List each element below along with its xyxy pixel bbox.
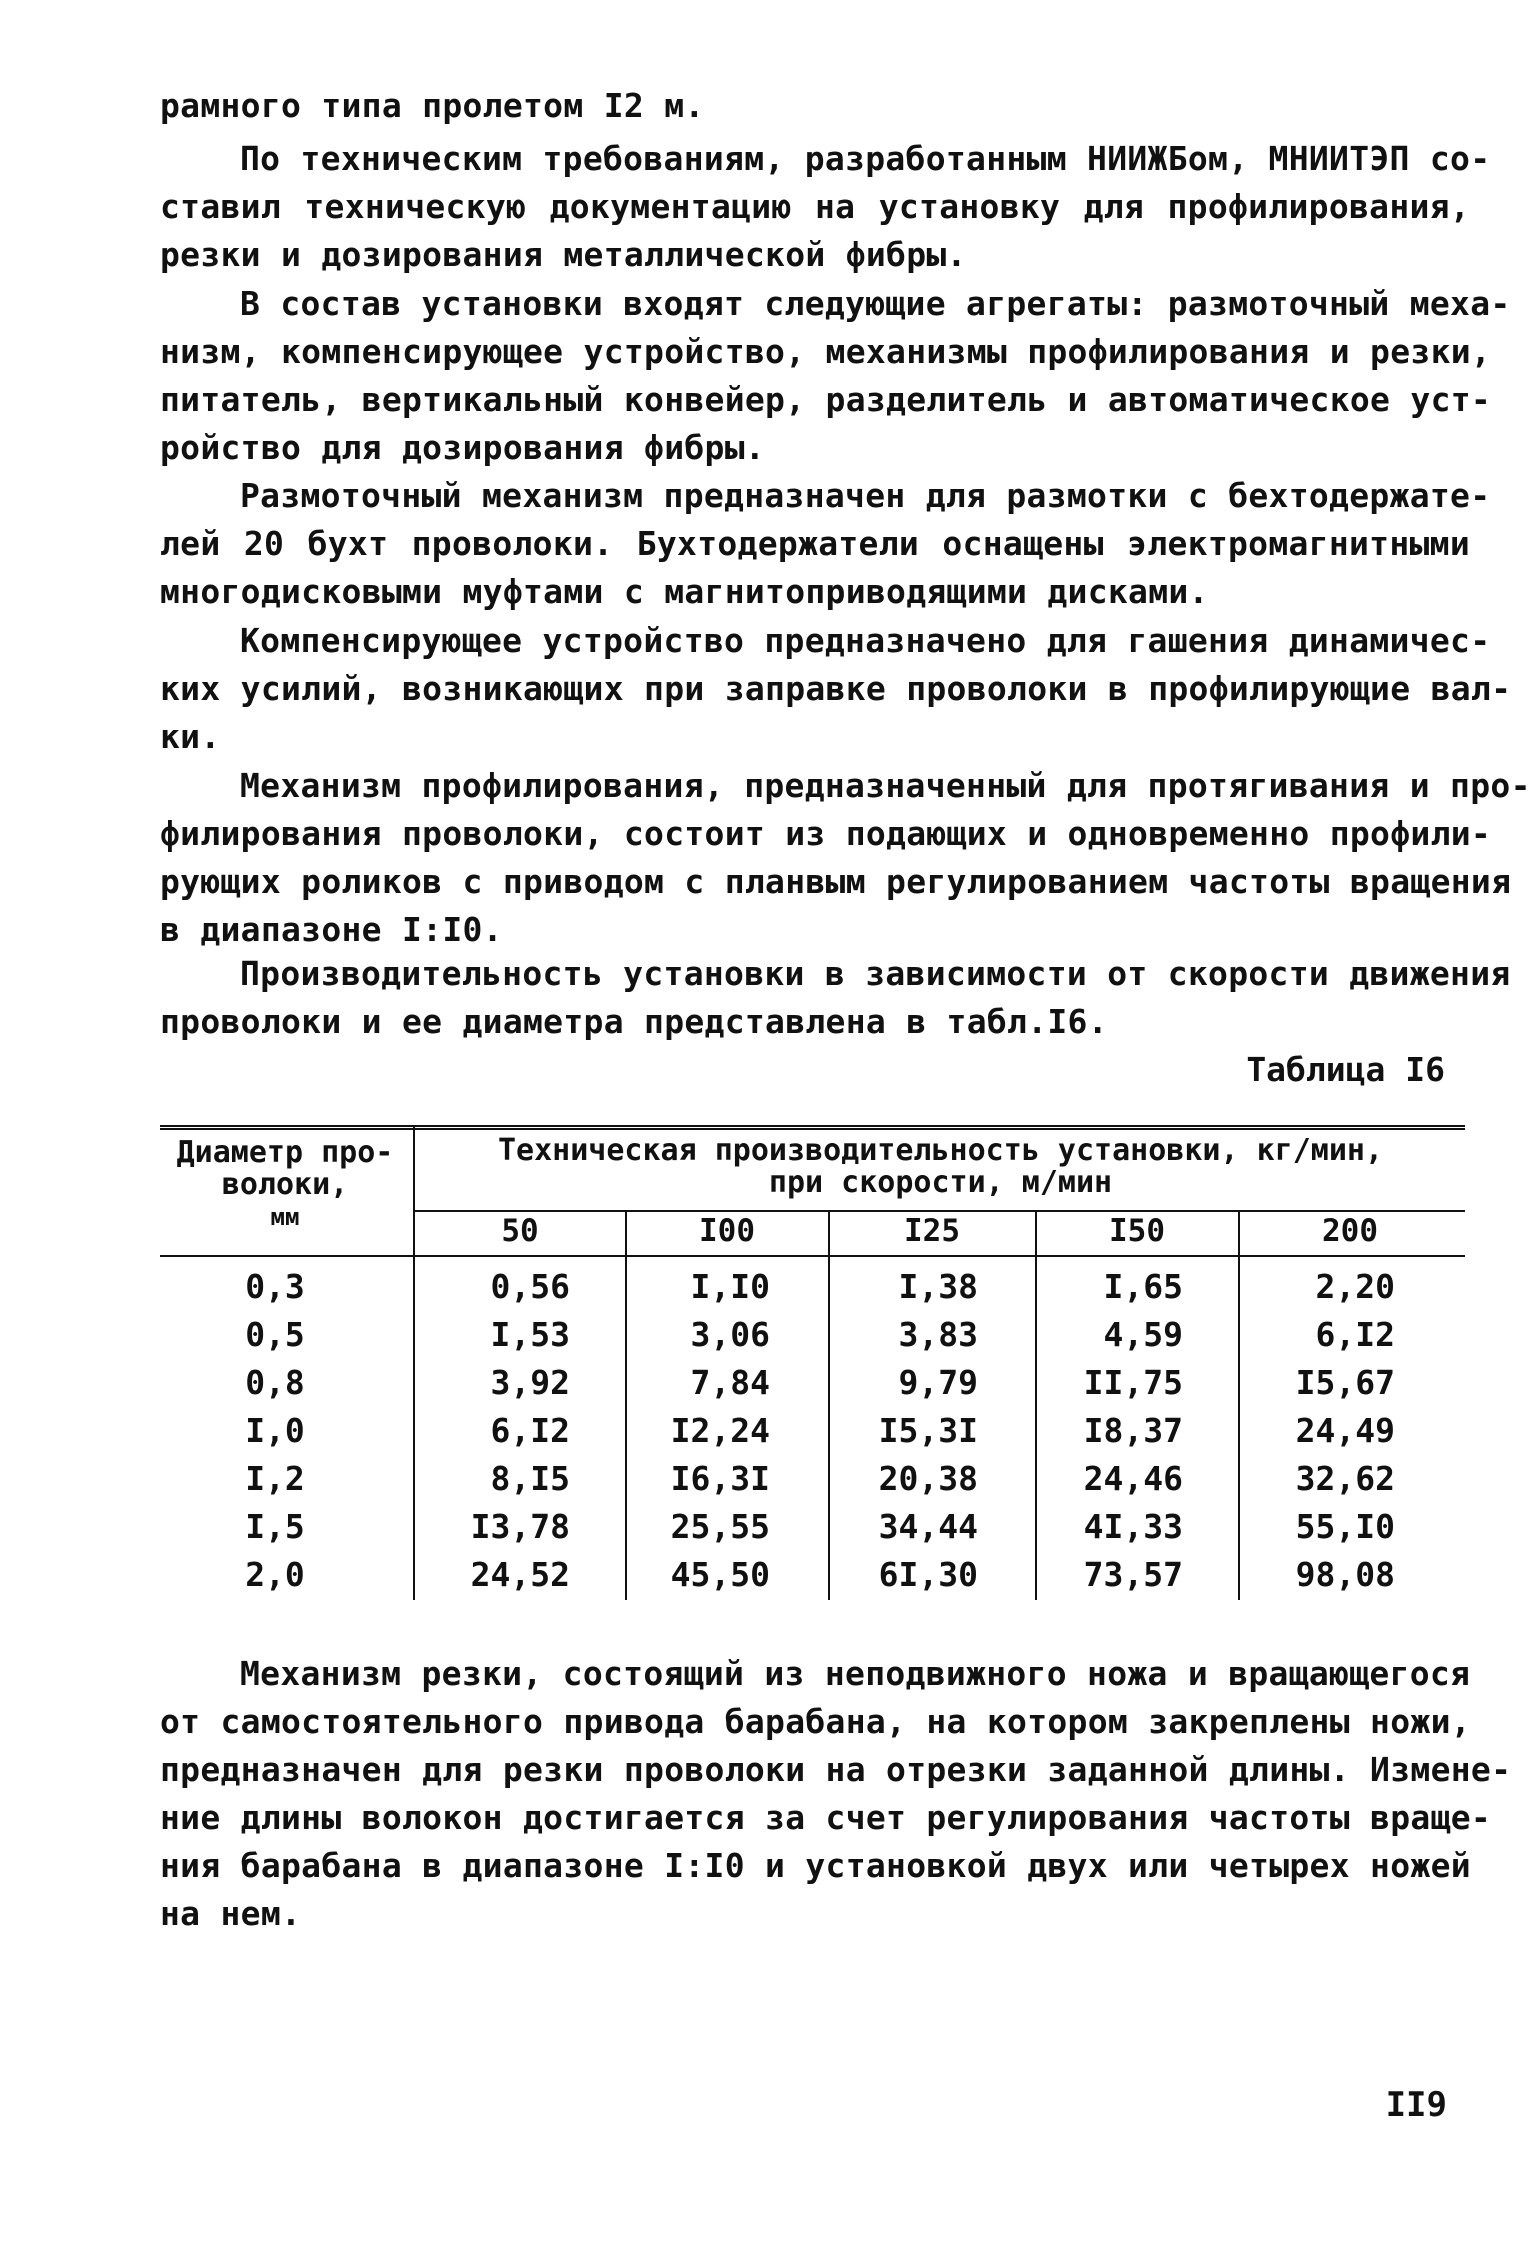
page-number: II9 [1385,2085,1447,2125]
table-cell-diameter: 0,8 [245,1363,305,1402]
table-cell-value: I,38 [898,1267,978,1306]
table-cell-value: I,53 [490,1315,570,1354]
table-cell-value: 6,I2 [490,1411,570,1450]
text-line: ставил техническую документацию на установку для профилирования, [160,187,1470,226]
table-cell-value: 73,57 [1083,1555,1183,1594]
table-cell-value: I6,3I [670,1459,770,1498]
text-line: По техническим требованиям, разработанным НИИЖБом, МНИИТЭП со- [240,139,1491,178]
table-cell-value: 24,52 [470,1555,570,1594]
table-cell-diameter: I,2 [245,1459,305,1498]
paragraph-productivity [160,950,1511,1046]
table-top-rule-double [160,1128,1465,1130]
speed-header-cell: 50 [501,1213,539,1249]
speed-header-cell: I00 [699,1213,755,1249]
header-diameter-line-1: Диаметр про- [176,1135,394,1170]
table-cell-value: 3,83 [898,1315,978,1354]
text-line: проволоки и ее диаметра представлена в табл.I6. [160,1002,1108,1041]
table-cell-value: 3,92 [490,1363,570,1402]
text-line: Механизм профилирования, предназначенный для протягивания и про- [240,766,1531,805]
text-line: низм, компенсирующее устройство, механизмы профилирования и резки, [160,332,1492,371]
header-diameter-line-3: мм [270,1203,300,1231]
header-diameter [160,1137,410,1233]
table-cell-value: 7,84 [690,1363,770,1402]
text-line: Производительность установки в зависимости от скорости движения [240,954,1511,993]
table-cell-diameter: 0,5 [245,1315,305,1354]
table-group-rule [415,1210,1465,1212]
table-cell-diameter: 0,3 [245,1267,305,1306]
text-line: ния барабана в диапазоне I:I0 и установкой двух или четырех ножей [160,1846,1471,1885]
productivity-table [160,1125,1465,1605]
header-group-line-1: Техническая производительность установки, кг/мин, [497,1133,1383,1168]
table-cell-value: I3,78 [470,1507,570,1546]
table-cell-value: 2,20 [1315,1267,1395,1306]
text-line: многодисковыми муфтами с магнитоприводящими дисками. [160,572,1209,611]
text-line: ние длины волокон достигается за счет регулирования частоты враще- [160,1798,1492,1837]
table-cell-value: 32,62 [1295,1459,1395,1498]
text-line: рующих роликов с приводом с планвым регулированием частоты вращения [160,862,1512,901]
text-line: Компенсирующее устройство предназначено для гашения динамичес- [240,621,1491,660]
text-line: резки и дозирования металлической фибры. [160,235,967,274]
text-line: от самостоятельного привода барабана, на котором закреплены ножи, [160,1702,1471,1741]
paragraph-cutting-mechanism [160,1650,1512,1938]
table-cell-value: I,I0 [690,1267,770,1306]
table-caption: Таблица I6 [1246,1050,1445,1089]
paragraph-technical-documentation [160,135,1491,279]
table-cell-value: 4I,33 [1083,1507,1183,1546]
text-line: Механизм резки, состоящий из неподвижного ножа и вращающегося [240,1654,1471,1693]
table-cell-value: I5,3I [878,1411,978,1450]
text-line: на нем. [160,1894,302,1933]
text-line: В состав установки входят следующие агрегаты: размоточный меха- [240,284,1511,323]
table-cell-value: 6,I2 [1315,1315,1395,1354]
table-cell-value: 98,08 [1295,1555,1395,1594]
table-cell-value: 6I,30 [878,1555,978,1594]
table-cell-value: II,75 [1083,1363,1183,1402]
table-cell-value: 34,44 [878,1507,978,1546]
paragraph-compensating-device [160,617,1512,761]
header-diameter-line-2: волоки, [221,1167,349,1202]
table-cell-value: 45,50 [670,1555,770,1594]
paragraph-unwinding-mechanism [160,472,1491,616]
table-cell-value: 8,I5 [490,1459,570,1498]
table-cell-value: 24,49 [1295,1411,1395,1450]
table-cell-value: 25,55 [670,1507,770,1546]
paragraph-intro-fragment [160,82,1470,130]
paragraph-profiling-mechanism [160,762,1531,954]
text-line: Размоточный механизм предназначен для размотки с бехтодержате- [240,476,1491,515]
text-line: рамного типа пролетом I2 м. [160,86,705,125]
text-line: питатель, вертикальный конвейер, разделитель и автоматическое уст- [160,380,1492,419]
text-line: ройство для дозирования фибры. [160,428,766,467]
table-cell-value: 4,59 [1103,1315,1183,1354]
table-cell-diameter: I,0 [245,1411,305,1450]
table-cell-value: I,65 [1103,1267,1183,1306]
table-cell-value: 24,46 [1083,1459,1183,1498]
table-cell-diameter: 2,0 [245,1555,305,1594]
table-cell-value: 55,I0 [1295,1507,1395,1546]
text-line: ки. [160,717,221,756]
speed-header-cell: I25 [904,1213,960,1249]
text-line: филирования проволоки, состоит из подающих и одновременно профили- [160,814,1492,853]
table-cell-value: 20,38 [878,1459,978,1498]
text-line: лей 20 бухт проволоки. Бухтодержатели оснащены электромагнитными [160,524,1470,563]
speed-header-cell: 200 [1322,1213,1378,1249]
speed-header-cell: I50 [1109,1213,1165,1249]
table-cell-value: I5,67 [1295,1363,1395,1402]
table-cell-value: I8,37 [1083,1411,1183,1450]
table-top-rule [160,1125,1465,1127]
paragraph-installation-units [160,280,1511,472]
header-productivity-group [418,1135,1463,1199]
table-cell-value: 3,06 [690,1315,770,1354]
text-line: ких усилий, возникающих при заправке проволоки в профилирующие вал- [160,669,1512,708]
table-cell-value: 9,79 [898,1363,978,1402]
table-header-bottom-rule [160,1255,1465,1257]
text-line: предназначен для резки проволоки на отрезки заданной длины. Измене- [160,1750,1512,1789]
table-cell-diameter: I,5 [245,1507,305,1546]
text-line: в диапазоне I:I0. [160,910,503,949]
table-cell-value: I2,24 [670,1411,770,1450]
header-group-line-2: при скорости, м/мин [768,1165,1113,1200]
table-cell-value: 0,56 [490,1267,570,1306]
